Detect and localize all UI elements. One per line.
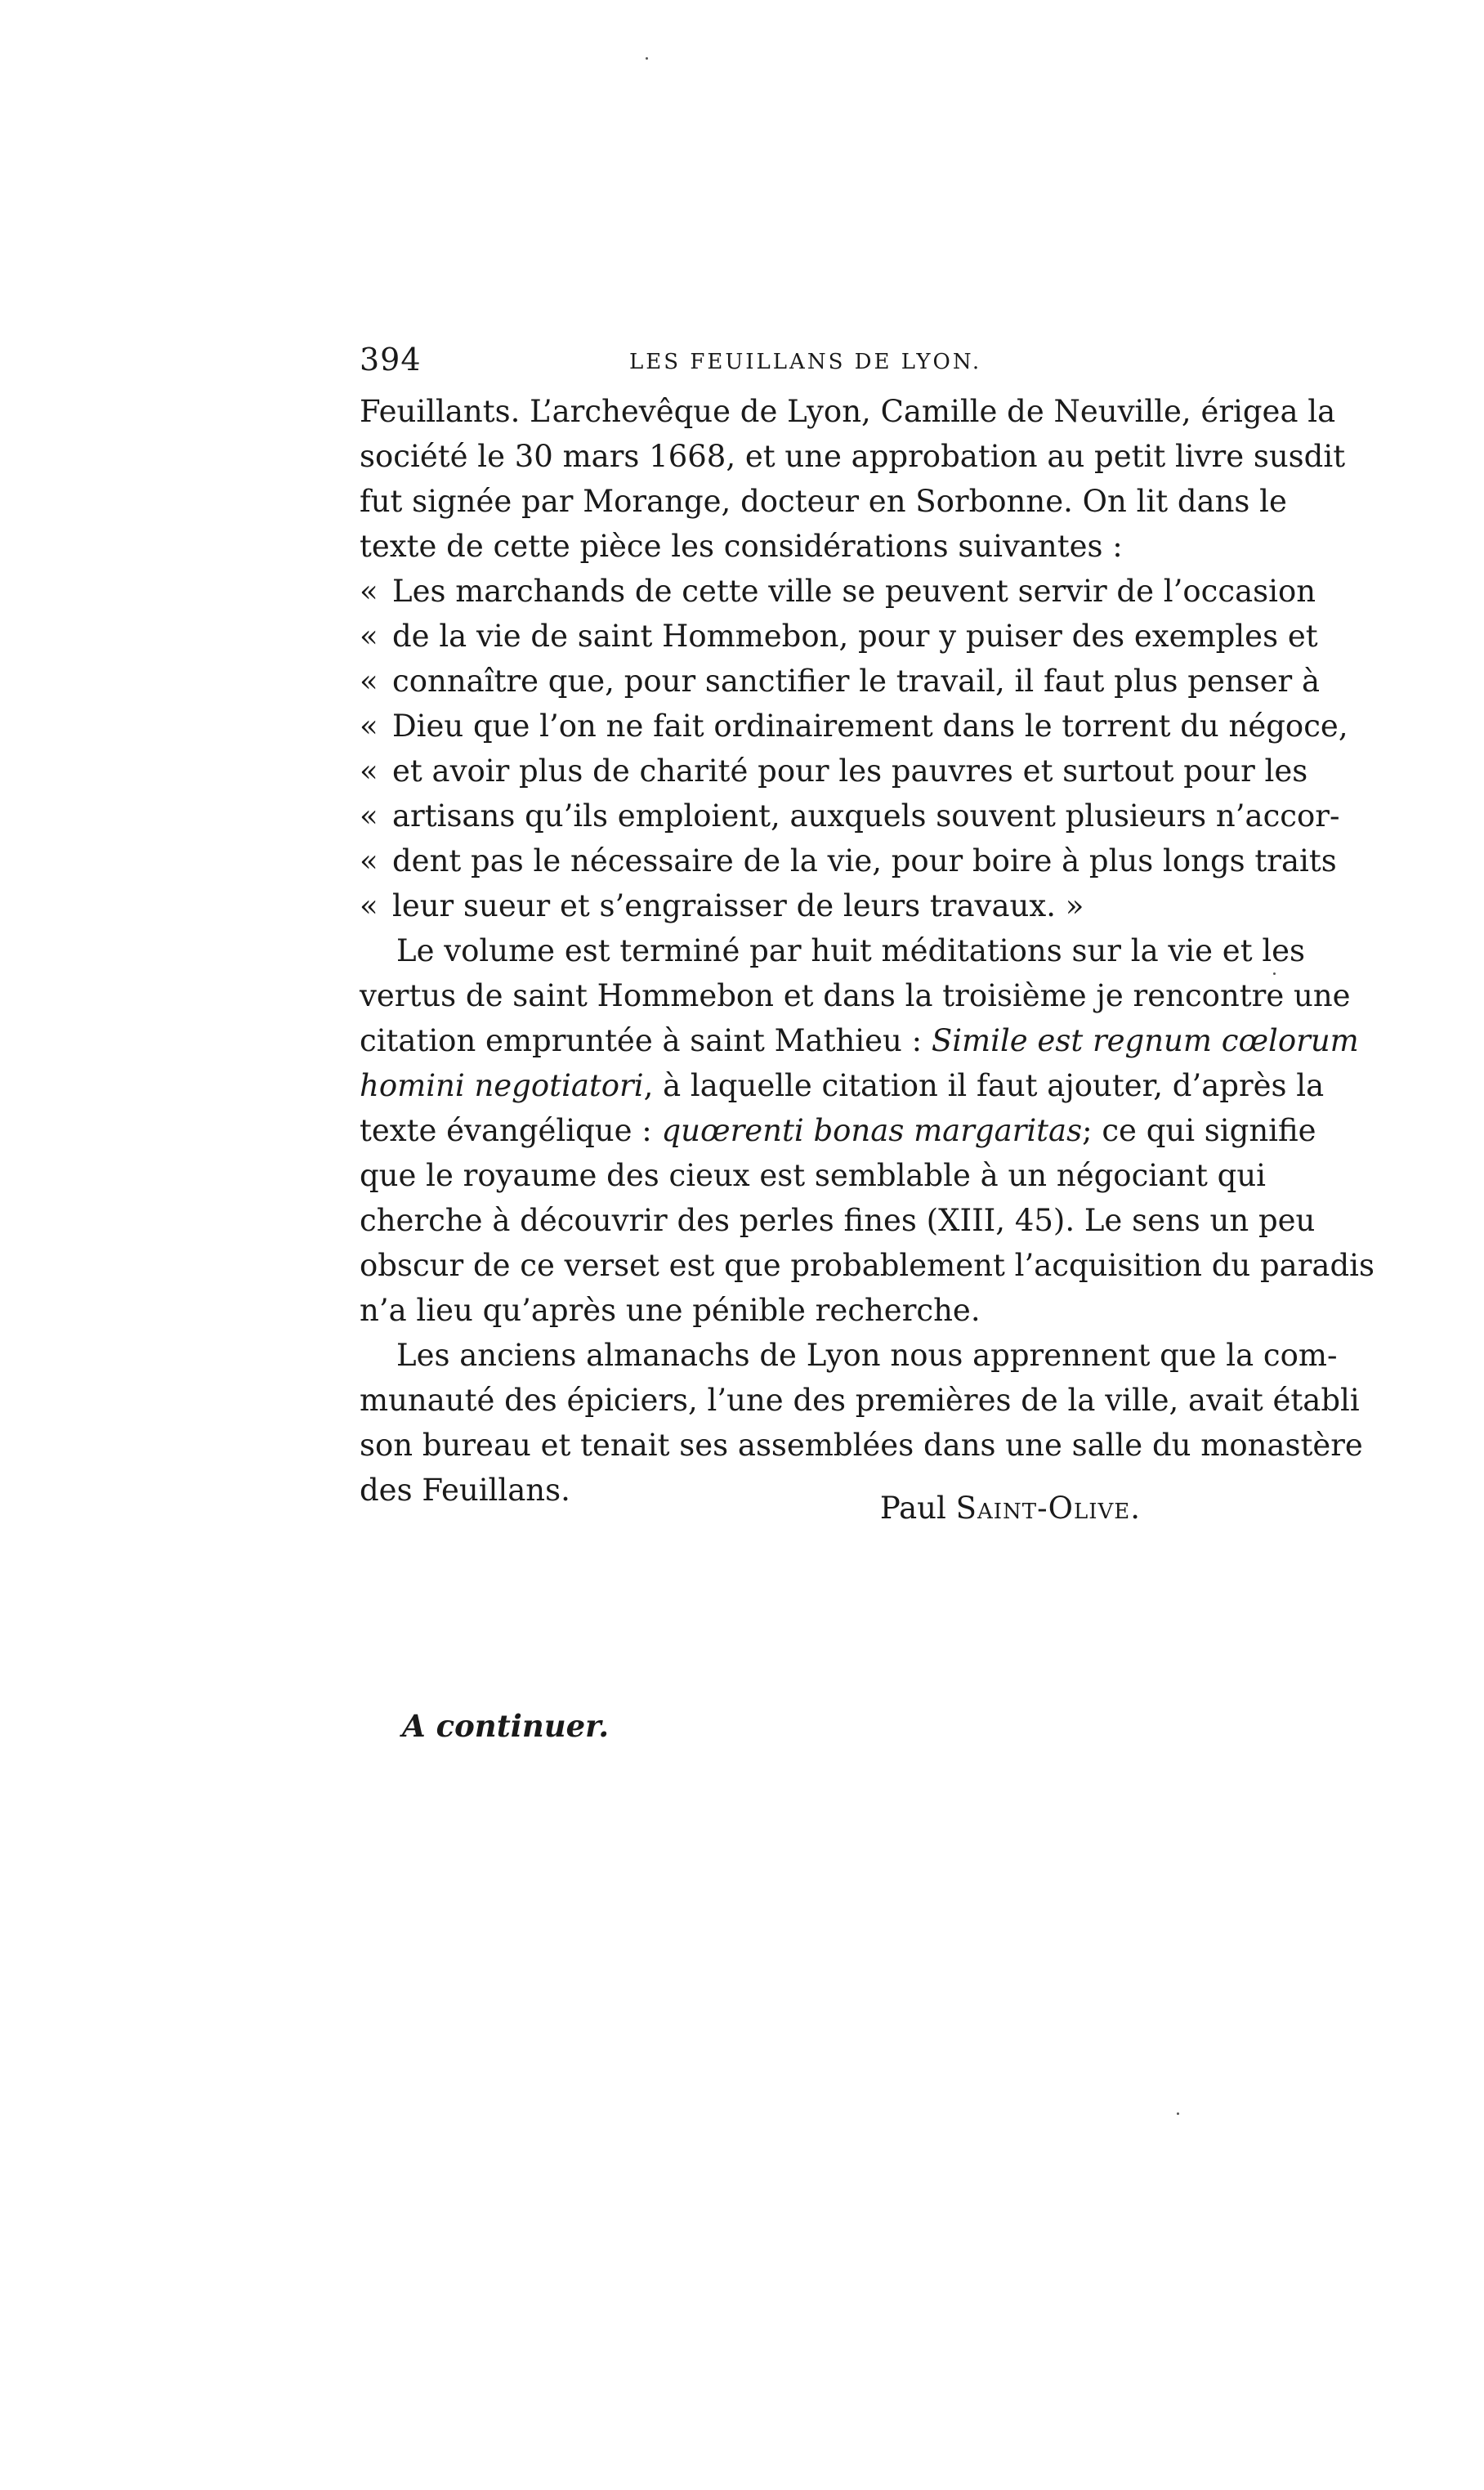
quote-mark: « bbox=[360, 888, 378, 923]
quote-line bbox=[360, 659, 1321, 704]
author-last-name: Saint-Olive. bbox=[955, 1491, 1141, 1526]
print-speck bbox=[1177, 2112, 1179, 2115]
text-line: munauté des épiciers, l’une des premières de la ville, avait établi bbox=[360, 1383, 1360, 1418]
text-line bbox=[360, 1018, 1359, 1063]
quote-mark: « bbox=[360, 798, 378, 834]
quote-mark: « bbox=[360, 619, 378, 654]
quote-mark: « bbox=[360, 843, 378, 878]
quote-text: leur sueur et s’engraisser de leurs travaux. » bbox=[392, 888, 1084, 923]
quote-line bbox=[360, 704, 1348, 749]
text-line: texte de cette pièce les considérations suivantes : bbox=[360, 529, 1123, 564]
quote-line bbox=[360, 793, 1340, 838]
quote-line bbox=[360, 614, 1318, 659]
text-line: Les anciens almanachs de Lyon nous apprennent que la com- bbox=[396, 1338, 1338, 1373]
quote-text: connaître que, pour sanctifier le travail, il faut plus penser à bbox=[392, 664, 1321, 699]
quote-text: de la vie de saint Hommebon, pour y puiser des exemples et bbox=[392, 619, 1318, 654]
text-run: citation empruntée à saint Mathieu : bbox=[360, 1023, 932, 1058]
text-line: Feuillants. L’archevêque de Lyon, Camille de Neuville, érigea la bbox=[360, 394, 1336, 429]
quote-text: Les marchands de cette ville se peuvent servir de l’occasion bbox=[392, 574, 1316, 609]
latin-quotation: quœrenti bonas margaritas bbox=[661, 1113, 1083, 1148]
text-line: n’a lieu qu’après une pénible recherche. bbox=[360, 1293, 981, 1328]
quote-text: Dieu que l’on ne fait ordinairement dans le torrent du négoce, bbox=[392, 709, 1348, 744]
quote-mark: « bbox=[360, 753, 378, 789]
text-line bbox=[360, 1063, 1325, 1108]
text-line bbox=[360, 1108, 1316, 1153]
text-line: société le 30 mars 1668, et une approbation au petit livre susdit bbox=[360, 439, 1346, 474]
continuation-note: A continuer. bbox=[402, 1708, 610, 1744]
quote-line bbox=[360, 838, 1337, 883]
quote-line bbox=[360, 749, 1308, 793]
quote-mark: « bbox=[360, 574, 378, 609]
quote-mark: « bbox=[360, 709, 378, 744]
latin-quotation: homini negotiatori bbox=[360, 1068, 644, 1103]
text-line: obscur de ce verset est que probablement l’acquisition du paradis bbox=[360, 1248, 1374, 1283]
quote-text: artisans qu’ils emploient, auxquels souvent plusieurs n’accor- bbox=[392, 798, 1340, 834]
text-line: cherche à découvrir des perles fines (XIII, 45). Le sens un peu bbox=[360, 1203, 1316, 1238]
quote-line bbox=[360, 569, 1316, 614]
text-line: des Feuillans. bbox=[360, 1473, 570, 1508]
text-line: que le royaume des cieux est semblable à un négociant qui bbox=[360, 1158, 1266, 1193]
text-run: , à laquelle citation il faut ajouter, d’après la bbox=[643, 1068, 1325, 1103]
text-run: ; ce qui signifie bbox=[1082, 1113, 1316, 1148]
quote-line bbox=[360, 883, 1234, 928]
quote-text: et avoir plus de charité pour les pauvres et surtout pour les bbox=[392, 753, 1308, 789]
running-head bbox=[360, 342, 1234, 382]
text-line: vertus de saint Hommebon et dans la troisième je rencontre une bbox=[360, 978, 1351, 1013]
author-signature bbox=[880, 1486, 1141, 1531]
body-text bbox=[360, 389, 1374, 1513]
print-speck bbox=[1273, 972, 1276, 975]
text-line: Le volume est terminé par huit méditations sur la vie et les bbox=[396, 933, 1306, 968]
print-speck bbox=[646, 57, 648, 60]
text-line: fut signée par Morange, docteur en Sorbonne. On lit dans le bbox=[360, 484, 1287, 519]
text-run: texte évangélique : bbox=[360, 1113, 662, 1148]
text-line: son bureau et tenait ses assemblées dans une salle du monastère bbox=[360, 1428, 1363, 1463]
running-title: LES FEUILLANS DE LYON. bbox=[629, 350, 982, 374]
quote-text: dent pas le nécessaire de la vie, pour boire à plus longs traits bbox=[392, 843, 1337, 878]
page-number: 394 bbox=[360, 342, 422, 378]
author-first-name: Paul bbox=[879, 1491, 946, 1526]
latin-quotation: Simile est regnum cœlorum bbox=[931, 1023, 1359, 1058]
quote-mark: « bbox=[360, 664, 378, 699]
